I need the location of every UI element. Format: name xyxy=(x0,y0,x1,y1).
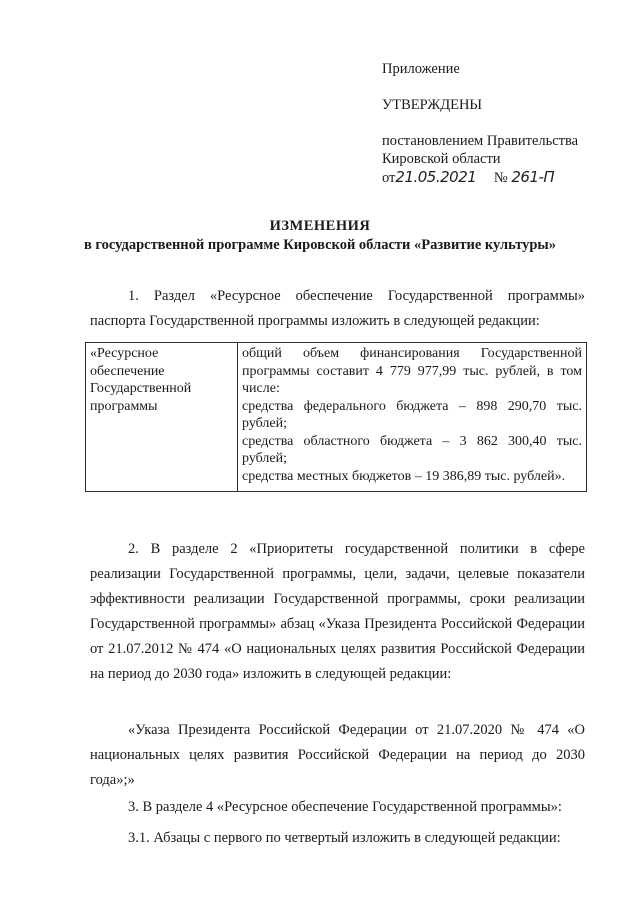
item-3-paragraph: 3. В разделе 4 «Ресурсное обеспечение Государственной программы»: xyxy=(128,799,562,815)
funding-regional: средства областного бюджета – 3 862 300,40 тыс. рублей; xyxy=(242,433,582,466)
handwritten-date: 21.05.2021 xyxy=(395,168,477,186)
item-3-1-paragraph: 3.1. Абзацы с первого по четвертый изложить в следующей редакции: xyxy=(128,830,561,846)
date-prefix: от xyxy=(382,170,396,186)
item-2-quote: «Указа Президента Российской Федерации от 21.07.2020 № 474 «О национальных целях развития Российской Федерации на период до 2030 года»;» xyxy=(90,722,585,788)
decree-date-line xyxy=(382,168,612,187)
item-2-paragraph: 2. В разделе 2 «Приоритеты государственной политики в сфере реализации Государственной программы, цели, задачи, целевые показатели эффективности реализации Государственной программы, сроки реализации Государственной программы» абзац «Указа Президента Российской Федерации от 21.07.2012 № 474 «О национальных целях развития Российской Федерации на период до 2030 года» изложить в следующей редакции: xyxy=(90,541,585,682)
decree-line-1: постановлением Правительства xyxy=(382,133,579,149)
table-cell-label: «Ресурсное обеспечение Государственной программы xyxy=(86,343,238,492)
approved-label: УТВЕРЖДЕНЫ xyxy=(382,97,483,113)
item-1-paragraph: 1. Раздел «Ресурсное обеспечение Государственной программы» паспорта Государственной программы изложить в следующей редакции: xyxy=(90,288,585,329)
table-row xyxy=(86,343,587,492)
approval-block xyxy=(382,60,612,187)
number-prefix: № xyxy=(493,170,508,186)
funding-federal: средства федерального бюджета – 898 290,70 тыс. рублей; xyxy=(242,398,582,431)
doc-title: ИЗМЕНЕНИЯ xyxy=(269,218,371,234)
handwritten-number: 261-П xyxy=(511,168,555,186)
doc-subtitle: в государственной программе Кировской области «Развитие культуры» xyxy=(83,237,557,253)
appendix-label: Приложение xyxy=(382,61,460,77)
decree-line-2: Кировской области xyxy=(382,151,501,167)
table-cell-values xyxy=(238,343,587,492)
funding-total: общий объем финансирования Государственной программы составит 4 779 977,99 тыс. рублей, в том числе: xyxy=(242,346,582,396)
resources-table xyxy=(85,342,587,492)
funding-local: средства местных бюджетов – 19 386,89 тыс. рублей». xyxy=(242,468,566,484)
